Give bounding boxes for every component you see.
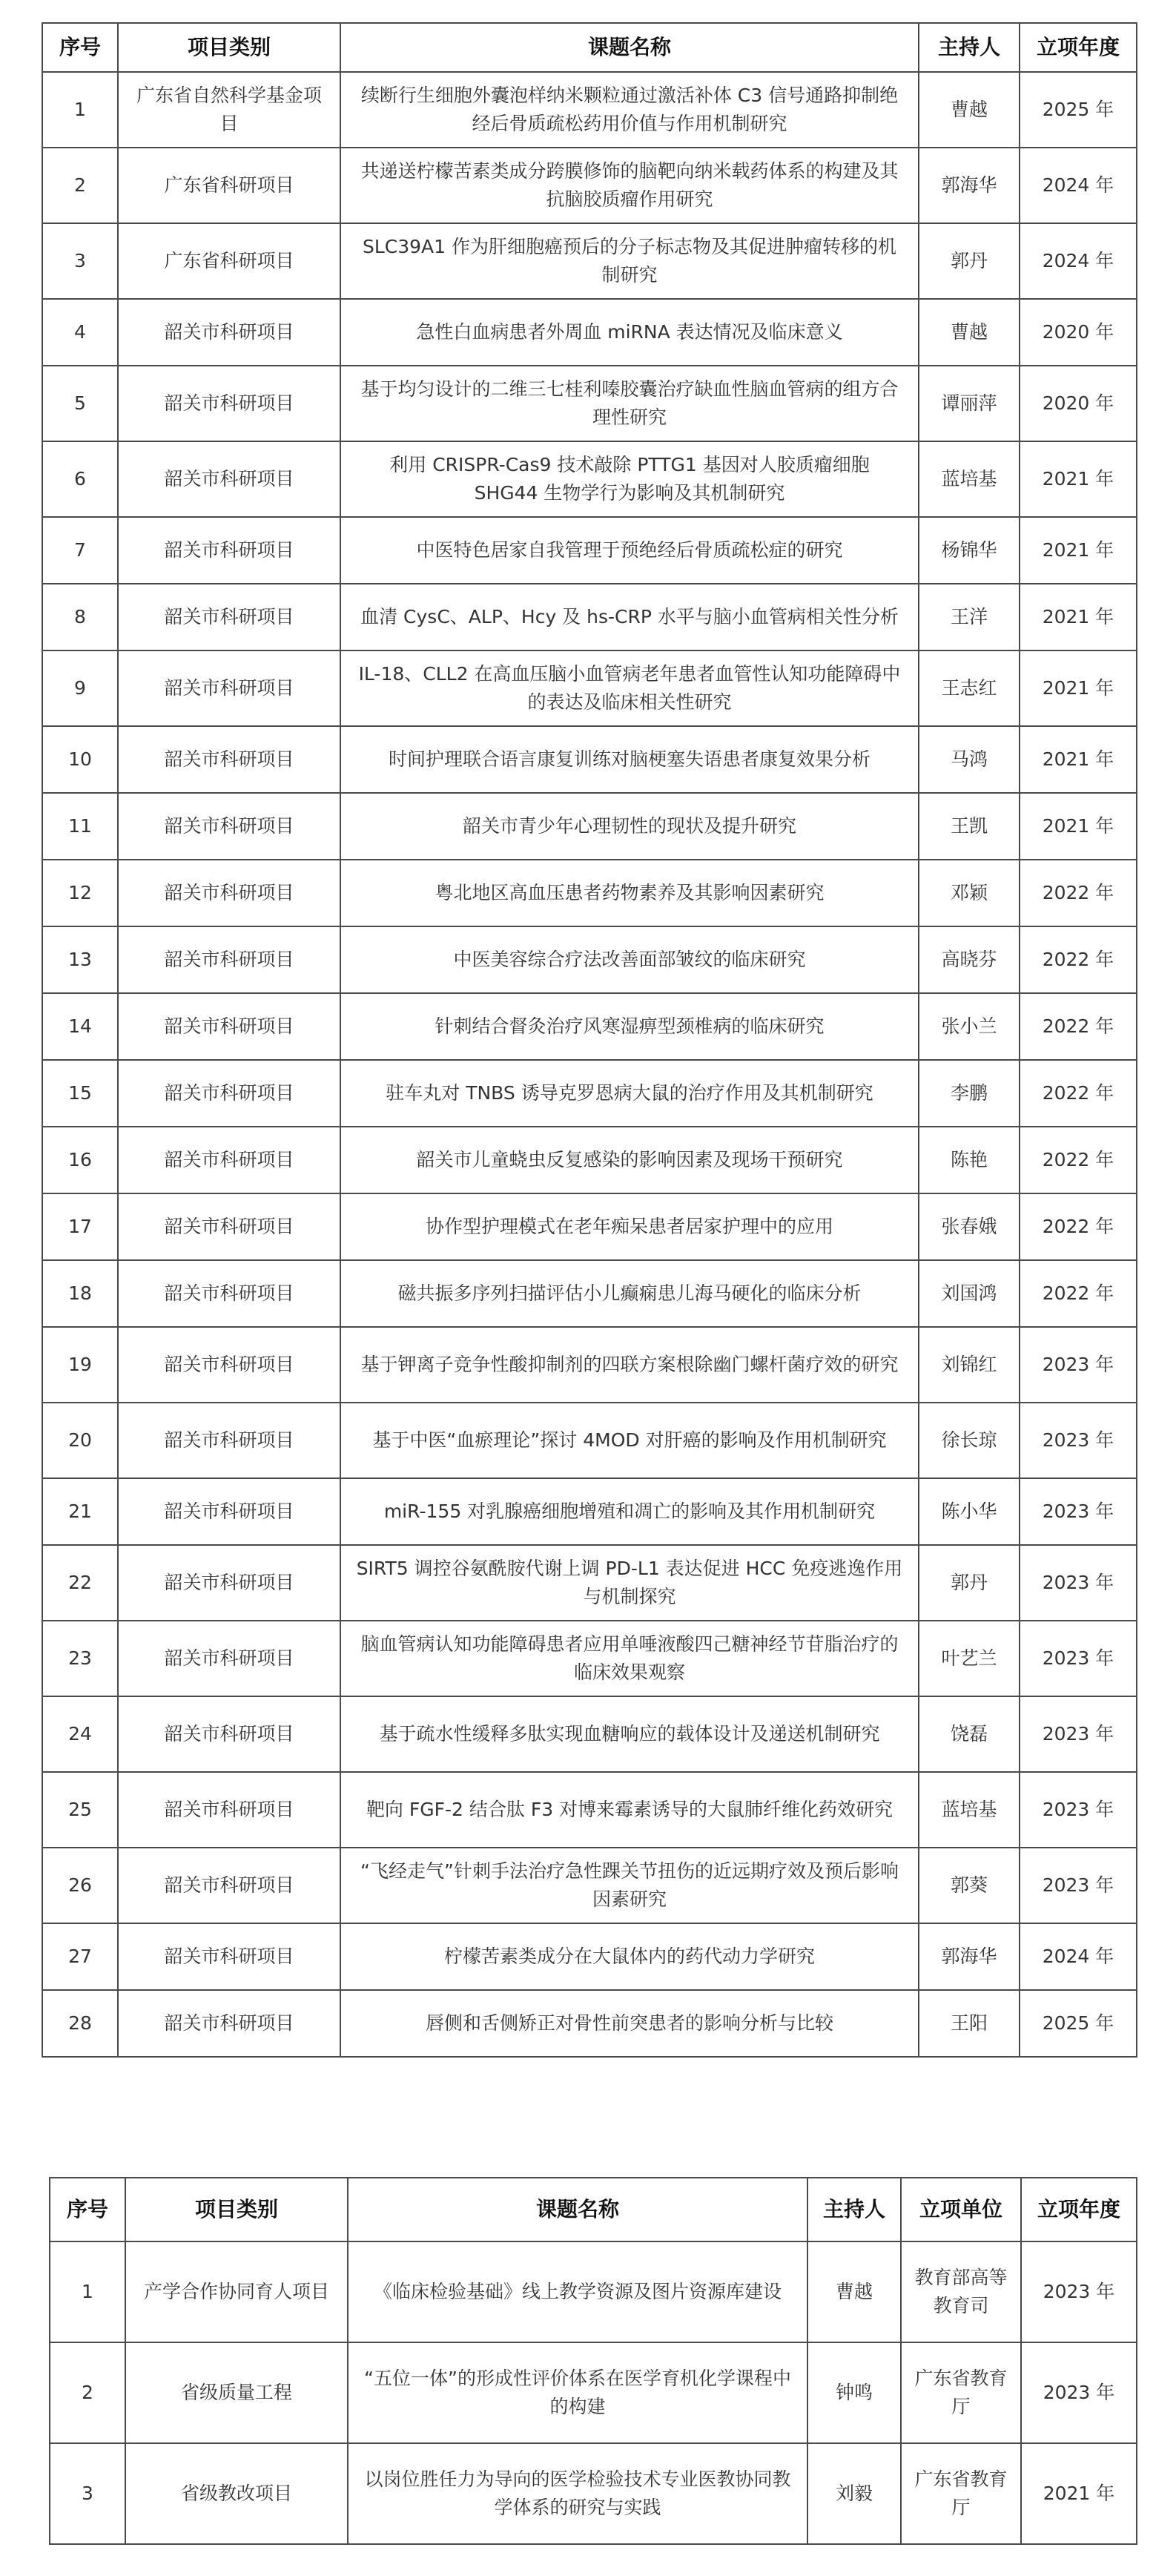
cell-title: 磁共振多序列扫描评估小儿癫痫患儿海马硬化的临床分析 [340, 1260, 919, 1327]
cell-title: 韶关市青少年心理韧性的现状及提升研究 [340, 793, 919, 860]
cell-year: 2022 年 [1020, 993, 1137, 1060]
cell-year: 2023 年 [1020, 1327, 1137, 1403]
table-row [42, 299, 1137, 366]
cell-category: 韶关市科研项目 [118, 1545, 340, 1621]
table-row [42, 926, 1137, 993]
cell-category: 韶关市科研项目 [118, 1848, 340, 1923]
cell-year: 2024 年 [1020, 148, 1137, 223]
header-index: 序号 [50, 2178, 125, 2241]
cell-index: 5 [42, 366, 118, 441]
cell-index: 26 [42, 1848, 118, 1923]
cell-host: 郭丹 [919, 1545, 1020, 1621]
table-row [42, 726, 1137, 793]
cell-host: 王洋 [919, 584, 1020, 650]
cell-index: 17 [42, 1193, 118, 1260]
cell-category: 韶关市科研项目 [118, 1260, 340, 1327]
cell-year: 2023 年 [1020, 1621, 1137, 1696]
cell-index: 19 [42, 1327, 118, 1403]
cell-host: 叶艺兰 [919, 1621, 1020, 1696]
table-row [42, 1848, 1137, 1923]
cell-category: 韶关市科研项目 [118, 366, 340, 441]
cell-title: miR-155 对乳腺癌细胞增殖和凋亡的影响及其作用机制研究 [340, 1478, 919, 1545]
cell-index: 7 [42, 517, 118, 584]
header-category: 项目类别 [125, 2178, 348, 2241]
cell-category: 省级质量工程 [125, 2342, 348, 2443]
cell-title: 续断行生细胞外囊泡样纳米颗粒通过激活补体 C3 信号通路抑制绝经后骨质疏松药用价值与作用机制研究 [340, 72, 919, 148]
header-year: 立项年度 [1021, 2178, 1137, 2241]
table-header-row [42, 23, 1137, 72]
cell-category: 韶关市科研项目 [118, 1696, 340, 1772]
cell-host: 陈小华 [919, 1478, 1020, 1545]
cell-index: 16 [42, 1127, 118, 1193]
cell-host: 谭丽萍 [919, 366, 1020, 441]
cell-year: 2023 年 [1020, 1545, 1137, 1621]
table-row [50, 2342, 1137, 2443]
cell-title: SLC39A1 作为肝细胞癌预后的分子标志物及其促进肿瘤转移的机制研究 [340, 223, 919, 299]
cell-index: 2 [42, 148, 118, 223]
header-host: 主持人 [919, 23, 1020, 72]
table-row [42, 1545, 1137, 1621]
cell-year: 2021 年 [1021, 2443, 1137, 2544]
cell-index: 4 [42, 299, 118, 366]
cell-year: 2020 年 [1020, 299, 1137, 366]
cell-category: 韶关市科研项目 [118, 926, 340, 993]
cell-title: 利用 CRISPR-Cas9 技术敲除 PTTG1 基因对人胶质瘤细胞 SHG44 生物学行为影响及其机制研究 [340, 441, 919, 517]
table-row [42, 793, 1137, 860]
cell-category: 广东省科研项目 [118, 223, 340, 299]
table-row [42, 1621, 1137, 1696]
table-row [42, 1060, 1137, 1127]
cell-index: 2 [50, 2342, 125, 2443]
cell-index: 14 [42, 993, 118, 1060]
cell-year: 2023 年 [1021, 2342, 1137, 2443]
teaching-projects-body [50, 2241, 1137, 2544]
table-row [42, 223, 1137, 299]
teaching-projects-table [49, 2177, 1137, 2545]
cell-host: 陈艳 [919, 1127, 1020, 1193]
cell-category: 韶关市科研项目 [118, 517, 340, 584]
cell-year: 2021 年 [1020, 584, 1137, 650]
cell-title: 中医特色居家自我管理于预绝经后骨质疏松症的研究 [340, 517, 919, 584]
cell-category: 广东省科研项目 [118, 148, 340, 223]
table-row [42, 1923, 1137, 1990]
cell-category: 韶关市科研项目 [118, 993, 340, 1060]
cell-year: 2021 年 [1020, 650, 1137, 726]
table-row [42, 1478, 1137, 1545]
cell-title: 基于中医“血瘀理论”探讨 4MOD 对肝癌的影响及作用机制研究 [340, 1403, 919, 1478]
cell-category: 韶关市科研项目 [118, 1193, 340, 1260]
cell-host: 刘国鸿 [919, 1260, 1020, 1327]
cell-index: 25 [42, 1772, 118, 1848]
table-row [50, 2241, 1137, 2342]
cell-index: 18 [42, 1260, 118, 1327]
cell-unit: 教育部高等教育司 [901, 2241, 1021, 2342]
cell-unit: 广东省教育厅 [901, 2342, 1021, 2443]
cell-category: 韶关市科研项目 [118, 299, 340, 366]
cell-index: 10 [42, 726, 118, 793]
cell-title: 靶向 FGF-2 结合肽 F3 对博来霉素诱导的大鼠肺纤维化药效研究 [340, 1772, 919, 1848]
cell-index: 22 [42, 1545, 118, 1621]
cell-title: SIRT5 调控谷氨酰胺代谢上调 PD-L1 表达促进 HCC 免疫逃逸作用与机制探究 [340, 1545, 919, 1621]
table-header-row [50, 2178, 1137, 2241]
table-row [42, 993, 1137, 1060]
research-projects-body [42, 72, 1137, 2057]
header-category: 项目类别 [118, 23, 340, 72]
table-row [42, 148, 1137, 223]
cell-host: 王凯 [919, 793, 1020, 860]
cell-host: 蓝培基 [919, 1772, 1020, 1848]
cell-index: 24 [42, 1696, 118, 1772]
table-row [42, 650, 1137, 726]
cell-host: 张小兰 [919, 993, 1020, 1060]
table-row [42, 860, 1137, 926]
cell-host: 李鹏 [919, 1060, 1020, 1127]
cell-title: 针刺结合督灸治疗风寒湿痹型颈椎病的临床研究 [340, 993, 919, 1060]
cell-host: 钟鸣 [807, 2342, 901, 2443]
cell-year: 2022 年 [1020, 1060, 1137, 1127]
cell-unit: 广东省教育厅 [901, 2443, 1021, 2544]
cell-year: 2023 年 [1020, 1848, 1137, 1923]
cell-title: 驻车丸对 TNBS 诱导克罗恩病大鼠的治疗作用及其机制研究 [340, 1060, 919, 1127]
cell-index: 9 [42, 650, 118, 726]
cell-title: 时间护理联合语言康复训练对脑梗塞失语患者康复效果分析 [340, 726, 919, 793]
cell-title: 唇侧和舌侧矫正对骨性前突患者的影响分析与比较 [340, 1990, 919, 2057]
cell-index: 3 [42, 223, 118, 299]
cell-category: 韶关市科研项目 [118, 1327, 340, 1403]
cell-category: 韶关市科研项目 [118, 1478, 340, 1545]
cell-index: 27 [42, 1923, 118, 1990]
cell-year: 2025 年 [1020, 1990, 1137, 2057]
cell-category: 韶关市科研项目 [118, 1403, 340, 1478]
cell-category: 韶关市科研项目 [118, 1621, 340, 1696]
cell-year: 2021 年 [1020, 441, 1137, 517]
table-row [42, 72, 1137, 148]
cell-title: “五位一体”的形成性评价体系在医学育机化学课程中的构建 [348, 2342, 807, 2443]
table-row [42, 1327, 1137, 1403]
cell-category: 韶关市科研项目 [118, 1990, 340, 2057]
header-unit: 立项单位 [901, 2178, 1021, 2241]
cell-index: 23 [42, 1621, 118, 1696]
cell-index: 6 [42, 441, 118, 517]
header-year: 立项年度 [1020, 23, 1137, 72]
cell-host: 蓝培基 [919, 441, 1020, 517]
cell-year: 2023 年 [1020, 1772, 1137, 1848]
table-row [42, 1193, 1137, 1260]
cell-category: 韶关市科研项目 [118, 1772, 340, 1848]
table-row [42, 366, 1137, 441]
cell-title: 基于均匀设计的二维三七桂利嗪胶囊治疗缺血性脑血管病的组方合理性研究 [340, 366, 919, 441]
cell-year: 2022 年 [1020, 860, 1137, 926]
cell-index: 8 [42, 584, 118, 650]
cell-host: 高晓芬 [919, 926, 1020, 993]
cell-title: 以岗位胜任力为导向的医学检验技术专业医教协同教学体系的研究与实践 [348, 2443, 807, 2544]
cell-title: 基于疏水性缓释多肽实现血糖响应的载体设计及递送机制研究 [340, 1696, 919, 1772]
cell-host: 徐长琼 [919, 1403, 1020, 1478]
cell-index: 21 [42, 1478, 118, 1545]
cell-index: 1 [42, 72, 118, 148]
cell-title: 共递送柠檬苦素类成分跨膜修饰的脑靶向纳米载药体系的构建及其抗脑胶质瘤作用研究 [340, 148, 919, 223]
cell-title: 脑血管病认知功能障碍患者应用单唾液酸四己糖神经节苷脂治疗的临床效果观察 [340, 1621, 919, 1696]
cell-host: 郭丹 [919, 223, 1020, 299]
cell-host: 饶磊 [919, 1696, 1020, 1772]
cell-index: 28 [42, 1990, 118, 2057]
cell-year: 2022 年 [1020, 1127, 1137, 1193]
cell-title: “飞经走气”针刺手法治疗急性踝关节扭伤的近远期疗效及预后影响因素研究 [340, 1848, 919, 1923]
cell-year: 2024 年 [1020, 1923, 1137, 1990]
cell-title: 《临床检验基础》线上教学资源及图片资源库建设 [348, 2241, 807, 2342]
cell-category: 产学合作协同育人项目 [125, 2241, 348, 2342]
cell-host: 刘毅 [807, 2443, 901, 2544]
cell-host: 马鸿 [919, 726, 1020, 793]
table-row [42, 517, 1137, 584]
cell-year: 2021 年 [1020, 793, 1137, 860]
cell-host: 曹越 [919, 72, 1020, 148]
cell-year: 2020 年 [1020, 366, 1137, 441]
cell-host: 郭海华 [919, 1923, 1020, 1990]
cell-year: 2021 年 [1020, 726, 1137, 793]
cell-host: 郭葵 [919, 1848, 1020, 1923]
cell-title: 韶关市儿童蛲虫反复感染的影响因素及现场干预研究 [340, 1127, 919, 1193]
cell-category: 韶关市科研项目 [118, 860, 340, 926]
cell-host: 曹越 [919, 299, 1020, 366]
cell-category: 省级教改项目 [125, 2443, 348, 2544]
header-host: 主持人 [807, 2178, 901, 2241]
cell-index: 15 [42, 1060, 118, 1127]
cell-category: 韶关市科研项目 [118, 584, 340, 650]
cell-category: 韶关市科研项目 [118, 1923, 340, 1990]
header-index: 序号 [42, 23, 118, 72]
cell-year: 2022 年 [1020, 926, 1137, 993]
cell-year: 2025 年 [1020, 72, 1137, 148]
cell-host: 郭海华 [919, 148, 1020, 223]
table-row [42, 1260, 1137, 1327]
cell-year: 2023 年 [1020, 1478, 1137, 1545]
cell-host: 曹越 [807, 2241, 901, 2342]
table-row [42, 1403, 1137, 1478]
cell-host: 刘锦红 [919, 1327, 1020, 1403]
cell-category: 韶关市科研项目 [118, 650, 340, 726]
table-row [42, 584, 1137, 650]
cell-title: 基于钾离子竞争性酸抑制剂的四联方案根除幽门螺杆菌疗效的研究 [340, 1327, 919, 1403]
cell-year: 2022 年 [1020, 1260, 1137, 1327]
cell-host: 王阳 [919, 1990, 1020, 2057]
cell-title: 中医美容综合疗法改善面部皱纹的临床研究 [340, 926, 919, 993]
cell-year: 2023 年 [1020, 1696, 1137, 1772]
cell-category: 韶关市科研项目 [118, 1127, 340, 1193]
cell-category: 韶关市科研项目 [118, 793, 340, 860]
cell-category: 韶关市科研项目 [118, 441, 340, 517]
cell-index: 12 [42, 860, 118, 926]
cell-title: 血清 CysC、ALP、Hcy 及 hs-CRP 水平与脑小血管病相关性分析 [340, 584, 919, 650]
cell-year: 2023 年 [1020, 1403, 1137, 1478]
cell-year: 2022 年 [1020, 1193, 1137, 1260]
cell-host: 杨锦华 [919, 517, 1020, 584]
cell-year: 2024 年 [1020, 223, 1137, 299]
cell-index: 20 [42, 1403, 118, 1478]
header-title: 课题名称 [348, 2178, 807, 2241]
cell-category: 韶关市科研项目 [118, 1060, 340, 1127]
table-row [42, 1990, 1137, 2057]
table-row [42, 1772, 1137, 1848]
cell-index: 11 [42, 793, 118, 860]
research-projects-table [42, 22, 1137, 2058]
cell-host: 张春娥 [919, 1193, 1020, 1260]
cell-title: 急性白血病患者外周血 miRNA 表达情况及临床意义 [340, 299, 919, 366]
table-row [42, 1127, 1137, 1193]
table-row [42, 1696, 1137, 1772]
cell-host: 王志红 [919, 650, 1020, 726]
cell-title: 柠檬苦素类成分在大鼠体内的药代动力学研究 [340, 1923, 919, 1990]
cell-index: 1 [50, 2241, 125, 2342]
cell-title: 粤北地区高血压患者药物素养及其影响因素研究 [340, 860, 919, 926]
table-row [50, 2443, 1137, 2544]
cell-host: 邓颖 [919, 860, 1020, 926]
cell-index: 13 [42, 926, 118, 993]
cell-year: 2023 年 [1021, 2241, 1137, 2342]
cell-title: 协作型护理模式在老年痴呆患者居家护理中的应用 [340, 1193, 919, 1260]
table-row [42, 441, 1137, 517]
cell-year: 2021 年 [1020, 517, 1137, 584]
cell-category: 广东省自然科学基金项目 [118, 72, 340, 148]
header-title: 课题名称 [340, 23, 919, 72]
cell-title: IL-18、CLL2 在高血压脑小血管病老年患者血管性认知功能障碍中的表达及临床相关性研究 [340, 650, 919, 726]
cell-category: 韶关市科研项目 [118, 726, 340, 793]
cell-index: 3 [50, 2443, 125, 2544]
